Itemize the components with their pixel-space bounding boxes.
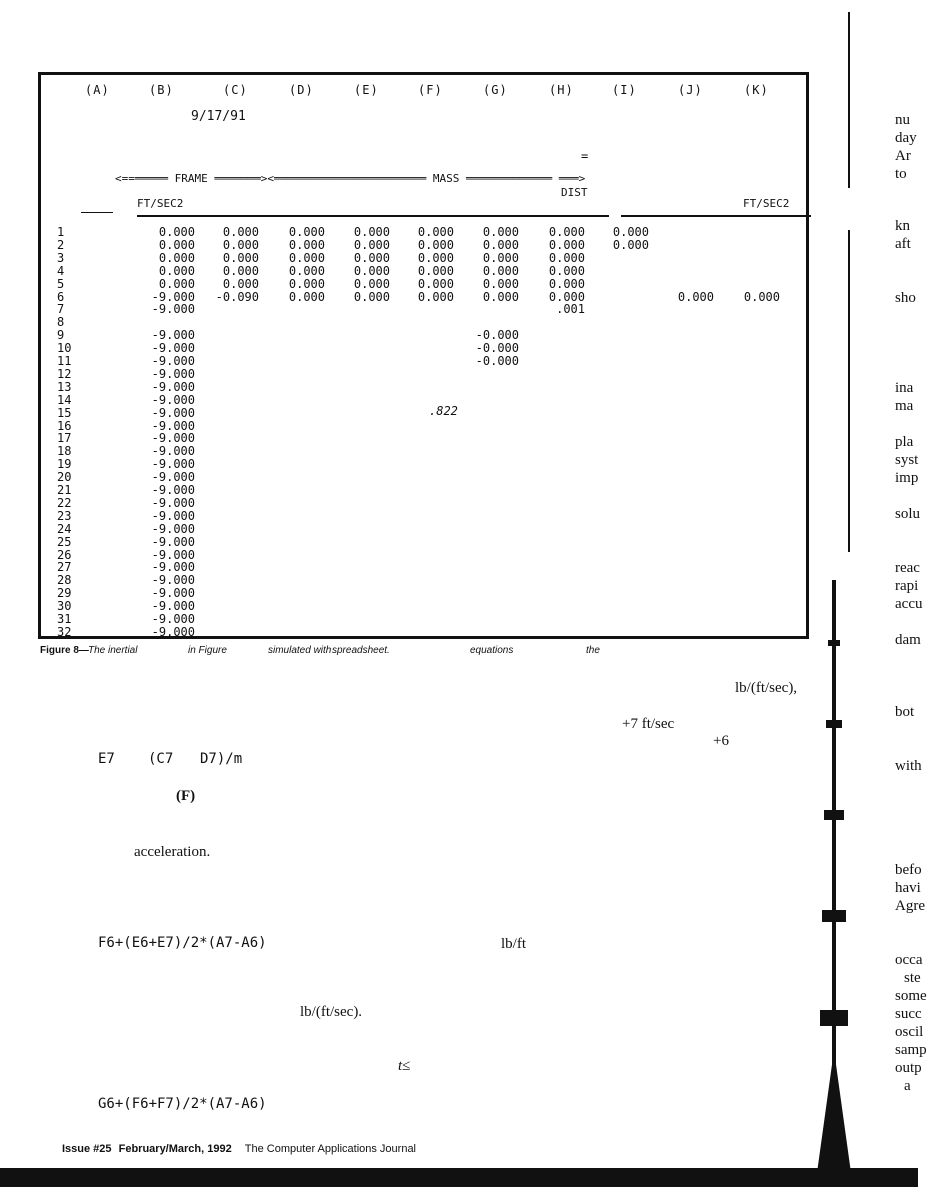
text-fragment-11: lb/(ft/sec). <box>300 1004 363 1020</box>
cell-b-row-24: -9.000 <box>151 521 195 536</box>
cell-b-row-31: -9.000 <box>151 612 195 626</box>
cell-b-row-7: -9.000 <box>151 302 195 317</box>
cell-k-row-6: 0.000 <box>743 289 780 304</box>
cell-e-row-5: 0.000 <box>353 276 390 291</box>
cell-b-row-5: 0.000 <box>158 276 195 291</box>
cell-g-row-10: -0.000 <box>475 341 519 356</box>
row-number: 1 <box>57 225 65 239</box>
cell-h-row-2: 0.000 <box>548 237 585 252</box>
column-header-b: (B) <box>149 83 174 97</box>
right-column-word: bot <box>895 704 915 720</box>
right-column-word: oscil <box>895 1024 924 1040</box>
cell-f-row-5: 0.000 <box>417 276 454 291</box>
cell-g-row-2: 0.000 <box>482 237 519 252</box>
text-fragment-3: +6 <box>713 733 729 749</box>
right-column-word: outp <box>895 1060 922 1076</box>
spreadsheet-figure <box>38 72 809 639</box>
text-fragment-9: F6+(E6+E7)/2*(A7-A6) <box>98 935 267 951</box>
page-footer <box>62 1143 416 1155</box>
row-number: 16 <box>57 418 72 433</box>
right-column-word: day <box>895 130 917 146</box>
cell-i-row-1: 0.000 <box>612 225 649 239</box>
column-header-i: (I) <box>612 83 637 97</box>
footer-issue: Issue #25 <box>62 1143 112 1155</box>
cell-b-row-30: -9.000 <box>151 599 195 614</box>
header-rule-left <box>81 212 113 213</box>
cell-f-row-3: 0.000 <box>417 250 454 265</box>
cell-c-row-6: -0.090 <box>215 289 259 304</box>
text-fragment-12: t≤ <box>398 1058 411 1074</box>
right-column-word: kn <box>895 218 910 234</box>
cell-f-row-4: 0.000 <box>417 263 454 278</box>
right-column-word: occa <box>895 952 923 968</box>
row-number: 28 <box>57 573 72 588</box>
text-fragment-8: acceleration. <box>134 844 211 860</box>
cell-f-row-1: 0.000 <box>417 225 454 239</box>
cell-b-row-15: -9.000 <box>151 405 195 420</box>
figure-caption-label: Figure 8— <box>40 645 89 656</box>
right-column-word: ina <box>895 380 914 396</box>
text-fragment-4: E7 <box>98 751 115 767</box>
cell-d-row-3: 0.000 <box>288 250 325 265</box>
column-header-k: (K) <box>744 83 769 97</box>
row-number: 9 <box>57 328 65 343</box>
cell-g-row-3: 0.000 <box>482 250 519 265</box>
row-number: 7 <box>57 302 65 317</box>
cell-c-row-4: 0.000 <box>222 263 259 278</box>
cell-e-row-3: 0.000 <box>353 250 390 265</box>
cell-h-row-7: .001 <box>556 302 585 317</box>
row-number: 3 <box>57 250 65 265</box>
units-left: FT/SEC2 <box>137 197 184 210</box>
cell-g-row-5: 0.000 <box>482 276 519 291</box>
right-column-word: havi <box>895 880 921 896</box>
caption-word-2: in Figure <box>188 645 227 656</box>
stray-value: .822 <box>429 404 458 418</box>
cell-g-row-11: -0.000 <box>475 354 519 368</box>
right-column-word: with <box>895 758 922 774</box>
cell-c-row-5: 0.000 <box>222 276 259 291</box>
cell-b-row-9: -9.000 <box>151 328 195 343</box>
row-number: 17 <box>57 431 72 446</box>
cell-e-row-1: 0.000 <box>353 225 390 239</box>
row-number: 2 <box>57 237 65 252</box>
column-header-j: (J) <box>678 83 703 97</box>
row-number: 15 <box>57 405 72 420</box>
row-number: 19 <box>57 457 72 472</box>
text-fragment-10: lb/ft <box>501 936 526 952</box>
cell-d-row-1: 0.000 <box>288 225 325 239</box>
text-fragment-13: G6+(F6+F7)/2*(A7-A6) <box>98 1096 267 1112</box>
cell-b-row-1: 0.000 <box>158 225 195 239</box>
row-number: 32 <box>57 624 72 639</box>
cell-h-row-1: 0.000 <box>548 225 585 239</box>
right-column-word: ste <box>904 970 921 986</box>
cell-b-row-6: -9.000 <box>151 289 195 304</box>
cell-d-row-5: 0.000 <box>288 276 325 291</box>
right-column-word: samp <box>895 1042 927 1058</box>
footer-bar <box>0 1168 918 1187</box>
row-number: 20 <box>57 470 72 485</box>
caption-word-6: the <box>586 645 600 656</box>
row-number: 12 <box>57 366 72 381</box>
cell-b-row-4: 0.000 <box>158 263 195 278</box>
row-number: 25 <box>57 534 72 549</box>
row-number: 31 <box>57 612 72 626</box>
right-column-word: pla <box>895 434 914 450</box>
caption-word-5: equations <box>470 645 514 656</box>
row-number: 27 <box>57 560 72 575</box>
cell-j-row-6: 0.000 <box>677 289 714 304</box>
row-number: 8 <box>57 315 65 330</box>
cell-b-row-21: -9.000 <box>151 483 195 497</box>
cell-b-row-25: -9.000 <box>151 534 195 549</box>
right-column-word: rapi <box>895 578 919 594</box>
right-column-word: solu <box>895 506 921 522</box>
right-column-word: succ <box>895 1006 922 1022</box>
cell-e-row-2: 0.000 <box>353 237 390 252</box>
scan-artifact-strip <box>812 580 858 1180</box>
cell-b-row-22: -9.000 <box>151 495 195 510</box>
cell-b-row-3: 0.000 <box>158 250 195 265</box>
header-rule-right <box>621 215 811 217</box>
right-column-word: accu <box>895 596 923 612</box>
cell-b-row-32: -9.000 <box>151 624 195 639</box>
cell-i-row-2: 0.000 <box>612 237 649 252</box>
cell-h-row-4: 0.000 <box>548 263 585 278</box>
text-fragment-5: (C7 <box>148 751 174 767</box>
row-number: 24 <box>57 521 72 536</box>
header-rule-main <box>137 215 609 217</box>
cell-g-row-6: 0.000 <box>482 289 519 304</box>
text-fragment-1: lb/(ft/sec), <box>735 680 798 696</box>
right-column-word: ma <box>895 398 914 414</box>
cell-d-row-4: 0.000 <box>288 263 325 278</box>
right-column-word: imp <box>895 470 919 486</box>
cell-g-row-9: -0.000 <box>475 328 519 343</box>
row-number: 11 <box>57 354 72 368</box>
column-header-e: (E) <box>354 83 379 97</box>
cell-b-row-28: -9.000 <box>151 573 195 588</box>
units-right: FT/SEC2 <box>743 197 790 210</box>
cell-g-row-4: 0.000 <box>482 263 519 278</box>
cell-b-row-27: -9.000 <box>151 560 195 575</box>
cell-b-row-14: -9.000 <box>151 392 195 407</box>
frame-mass-header: <==═════ FRAME ═══════><═══════════════════════ MASS ═════════════ ═══> <box>115 172 586 185</box>
cell-b-row-23: -9.000 <box>151 508 195 523</box>
cell-c-row-2: 0.000 <box>222 237 259 252</box>
cell-b-row-26: -9.000 <box>151 547 195 562</box>
right-column-word: a <box>904 1078 911 1094</box>
row-number: 23 <box>57 508 72 523</box>
row-number: 22 <box>57 495 72 510</box>
column-divider-middle <box>848 230 850 552</box>
right-column-word: aft <box>895 236 911 252</box>
cell-b-row-20: -9.000 <box>151 470 195 485</box>
row-number: 29 <box>57 586 72 601</box>
cell-b-row-29: -9.000 <box>151 586 195 601</box>
right-column-word: Ar <box>895 148 911 164</box>
right-column-word: syst <box>895 452 919 468</box>
row-number: 13 <box>57 379 72 394</box>
cell-d-row-2: 0.000 <box>288 237 325 252</box>
cell-f-row-6: 0.000 <box>417 289 454 304</box>
cell-h-row-6: 0.000 <box>548 289 585 304</box>
dist-label: DIST <box>561 186 588 199</box>
caption-word-4: spreadsheet. <box>332 645 390 656</box>
cell-g-row-1: 0.000 <box>482 225 519 239</box>
row-number: 10 <box>57 341 72 356</box>
row-number: 5 <box>57 276 65 291</box>
right-column-word: reac <box>895 560 920 576</box>
row-number: 30 <box>57 599 72 614</box>
row-number: 4 <box>57 263 65 278</box>
row-number: 21 <box>57 483 72 497</box>
right-column-word: Agre <box>895 898 925 914</box>
cell-e-row-6: 0.000 <box>353 289 390 304</box>
row-number: 18 <box>57 444 72 459</box>
cell-b-row-10: -9.000 <box>151 341 195 356</box>
column-header-a: (A) <box>85 83 110 97</box>
cell-b-row-2: 0.000 <box>158 237 195 252</box>
text-fragment-7: (F) <box>176 788 196 804</box>
row-number: 14 <box>57 392 72 407</box>
cell-d-row-6: 0.000 <box>288 289 325 304</box>
cell-c-row-3: 0.000 <box>222 250 259 265</box>
caption-word-3: simulated with <box>268 645 332 656</box>
right-column-word: nu <box>895 112 910 128</box>
column-header-f: (F) <box>418 83 443 97</box>
cell-h-row-3: 0.000 <box>548 250 585 265</box>
right-column-word: sho <box>895 290 916 306</box>
equals-sign: = <box>581 149 589 163</box>
cell-b-row-13: -9.000 <box>151 379 195 394</box>
cell-b-row-12: -9.000 <box>151 366 195 381</box>
sheet-date: 9/17/91 <box>191 109 246 124</box>
cell-b-row-18: -9.000 <box>151 444 195 459</box>
text-fragment-6: D7)/m <box>200 751 243 767</box>
caption-word-1: The inertial <box>88 645 138 656</box>
column-header-g: (G) <box>483 83 508 97</box>
right-column-word: dam <box>895 632 921 648</box>
right-column-word: to <box>895 166 907 182</box>
column-header-c: (C) <box>223 83 248 97</box>
column-header-d: (D) <box>289 83 314 97</box>
column-header-h: (H) <box>549 83 574 97</box>
right-column-word: some <box>895 988 927 1004</box>
row-number: 6 <box>57 289 65 304</box>
text-fragment-2: +7 ft/sec <box>622 716 675 732</box>
cell-b-row-16: -9.000 <box>151 418 195 433</box>
right-column-word: befo <box>895 862 922 878</box>
cell-c-row-1: 0.000 <box>222 225 259 239</box>
cell-b-row-11: -9.000 <box>151 354 195 368</box>
footer-journal: The Computer Applications Journal <box>244 1143 417 1155</box>
cell-e-row-4: 0.000 <box>353 263 390 278</box>
row-number: 26 <box>57 547 72 562</box>
cell-f-row-2: 0.000 <box>417 237 454 252</box>
footer-date: February/March, 1992 <box>118 1143 232 1155</box>
column-divider-upper <box>848 12 850 188</box>
cell-h-row-5: 0.000 <box>548 276 585 291</box>
cell-b-row-19: -9.000 <box>151 457 195 472</box>
cell-b-row-17: -9.000 <box>151 431 195 446</box>
